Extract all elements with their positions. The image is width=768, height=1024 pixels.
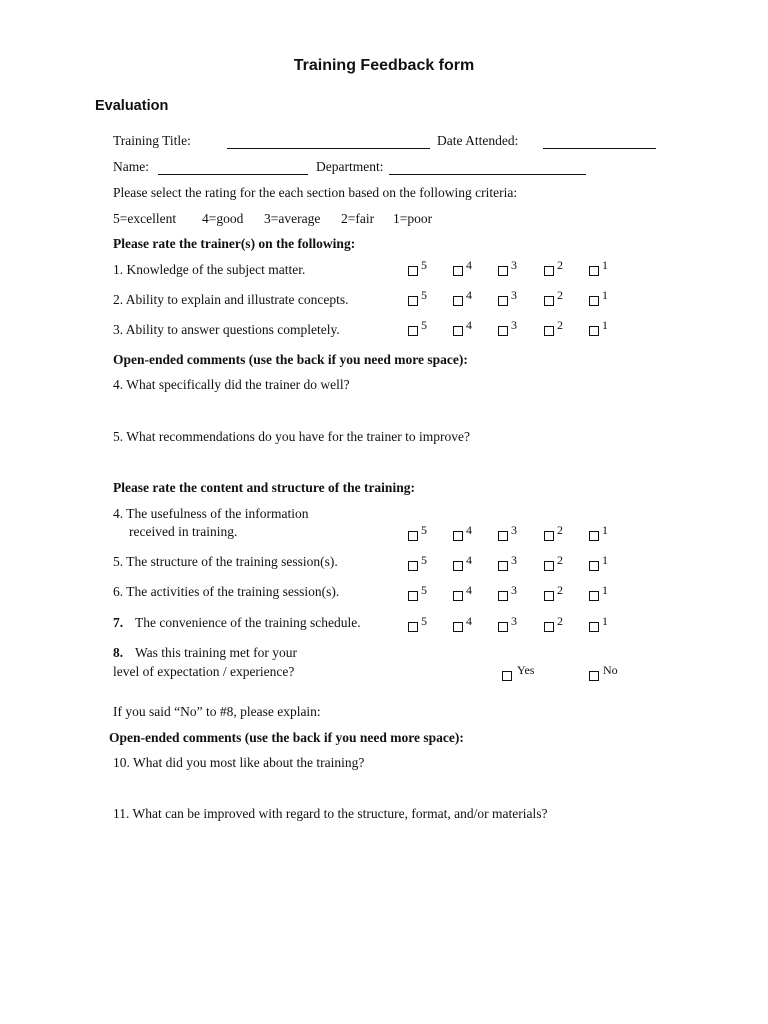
- trainer-2-label-3: 3: [511, 288, 517, 302]
- content-7-label-5: 5: [421, 614, 427, 628]
- content-4-label-3: 3: [511, 523, 517, 537]
- content-6-label-3: 3: [511, 583, 517, 597]
- trainer-1-checkbox-3[interactable]: [498, 266, 508, 276]
- content-item-6: 6. The activities of the training session(s).: [113, 584, 340, 599]
- scale-poor: 1=poor: [393, 211, 433, 226]
- content-5-label-2: 2: [557, 553, 563, 567]
- trainer-3-checkbox-2[interactable]: [544, 326, 554, 336]
- content-7-checkbox-1[interactable]: [589, 622, 599, 632]
- department-label: Department:: [316, 159, 384, 174]
- trainer-3-label-4: 4: [466, 318, 472, 332]
- trainer-item-3: 3. Ability to answer questions completely.: [113, 322, 340, 337]
- rating-instructions: Please select the rating for the each section based on the following criteria:: [113, 185, 518, 200]
- open-ended-heading-1: Open-ended comments (use the back if you need more space):: [113, 352, 468, 367]
- trainer-item-1: 1. Knowledge of the subject matter.: [113, 262, 306, 277]
- content-4-label-1: 1: [602, 523, 608, 537]
- trainer-section-heading: Please rate the trainer(s) on the following:: [113, 236, 356, 251]
- name-label: Name:: [113, 159, 149, 174]
- scale-excellent: 5=excellent: [113, 211, 177, 226]
- question-11: 11. What can be improved with regard to the structure, format, and/or materials?: [113, 806, 548, 821]
- content-6-checkbox-2[interactable]: [544, 591, 554, 601]
- trainer-1-checkbox-5[interactable]: [408, 266, 418, 276]
- scale-fair: 2=fair: [341, 211, 375, 226]
- content-7-label-2: 2: [557, 614, 563, 628]
- content-6-checkbox-1[interactable]: [589, 591, 599, 601]
- content-item-8-line1: Was this training met for your: [135, 645, 298, 660]
- content-6-checkbox-5[interactable]: [408, 591, 418, 601]
- trainer-3-checkbox-3[interactable]: [498, 326, 508, 336]
- trainer-3-label-1: 1: [602, 318, 608, 332]
- content-7-checkbox-2[interactable]: [544, 622, 554, 632]
- content-5-label-1: 1: [602, 553, 608, 567]
- trainer-1-label-3: 3: [511, 258, 517, 272]
- trainer-2-label-4: 4: [466, 288, 472, 302]
- name-field[interactable]: [158, 160, 308, 175]
- content-5-checkbox-1[interactable]: [589, 561, 599, 571]
- trainer-2-checkbox-2[interactable]: [544, 296, 554, 306]
- no-label: No: [603, 663, 618, 677]
- content-item-4-line2: received in training.: [129, 524, 238, 539]
- content-4-label-5: 5: [421, 523, 427, 537]
- content-7-label-1: 1: [602, 614, 608, 628]
- trainer-2-checkbox-5[interactable]: [408, 296, 418, 306]
- scale-good: 4=good: [202, 211, 244, 226]
- trainer-2-label-5: 5: [421, 288, 427, 302]
- open-ended-heading-2: Open-ended comments (use the back if you need more space):: [109, 730, 464, 745]
- training-title-field[interactable]: [227, 134, 430, 149]
- question-4: 4. What specifically did the trainer do well?: [113, 377, 350, 392]
- content-4-checkbox-4[interactable]: [453, 531, 463, 541]
- trainer-1-checkbox-1[interactable]: [589, 266, 599, 276]
- trainer-3-label-3: 3: [511, 318, 517, 332]
- trainer-1-label-2: 2: [557, 258, 563, 272]
- content-6-label-2: 2: [557, 583, 563, 597]
- yes-label: Yes: [517, 663, 535, 677]
- scale-average: 3=average: [264, 211, 321, 226]
- explain-prompt: If you said “No” to #8, please explain:: [113, 704, 321, 719]
- content-7-checkbox-4[interactable]: [453, 622, 463, 632]
- content-4-checkbox-3[interactable]: [498, 531, 508, 541]
- content-7-checkbox-5[interactable]: [408, 622, 418, 632]
- content-item-5: 5. The structure of the training session(s).: [113, 554, 338, 569]
- content-item-7-text: The convenience of the training schedule.: [135, 615, 361, 630]
- trainer-2-label-2: 2: [557, 288, 563, 302]
- content-5-checkbox-2[interactable]: [544, 561, 554, 571]
- trainer-2-checkbox-1[interactable]: [589, 296, 599, 306]
- content-item-8-number: 8.: [113, 645, 124, 660]
- trainer-1-checkbox-2[interactable]: [544, 266, 554, 276]
- no-checkbox[interactable]: [589, 671, 599, 681]
- section-heading-evaluation: Evaluation: [95, 98, 169, 114]
- content-section-heading: Please rate the content and structure of the training:: [113, 480, 415, 495]
- content-7-checkbox-3[interactable]: [498, 622, 508, 632]
- content-5-label-3: 3: [511, 553, 517, 567]
- trainer-3-checkbox-5[interactable]: [408, 326, 418, 336]
- trainer-3-checkbox-4[interactable]: [453, 326, 463, 336]
- content-4-label-2: 2: [557, 523, 563, 537]
- content-5-label-4: 4: [466, 553, 472, 567]
- trainer-3-label-2: 2: [557, 318, 563, 332]
- question-5: 5. What recommendations do you have for the trainer to improve?: [113, 429, 471, 444]
- training-title-label: Training Title:: [113, 133, 191, 148]
- trainer-3-label-5: 5: [421, 318, 427, 332]
- trainer-2-label-1: 1: [602, 288, 608, 302]
- trainer-item-2: 2. Ability to explain and illustrate concepts.: [113, 292, 349, 307]
- question-10: 10. What did you most like about the training?: [113, 755, 365, 770]
- trainer-1-label-4: 4: [466, 258, 472, 272]
- content-7-label-4: 4: [466, 614, 472, 628]
- content-7-label-3: 3: [511, 614, 517, 628]
- content-item-8-line2: level of expectation / experience?: [113, 664, 295, 679]
- date-attended-label: Date Attended:: [437, 133, 519, 148]
- trainer-2-checkbox-3[interactable]: [498, 296, 508, 306]
- trainer-1-label-1: 1: [602, 258, 608, 272]
- content-6-label-4: 4: [466, 583, 472, 597]
- content-4-checkbox-5[interactable]: [408, 531, 418, 541]
- content-6-label-5: 5: [421, 583, 427, 597]
- content-6-checkbox-3[interactable]: [498, 591, 508, 601]
- trainer-1-checkbox-4[interactable]: [453, 266, 463, 276]
- trainer-2-checkbox-4[interactable]: [453, 296, 463, 306]
- department-field[interactable]: [389, 160, 586, 175]
- content-4-checkbox-1[interactable]: [589, 531, 599, 541]
- content-5-checkbox-3[interactable]: [498, 561, 508, 571]
- content-4-checkbox-2[interactable]: [544, 531, 554, 541]
- content-6-checkbox-4[interactable]: [453, 591, 463, 601]
- trainer-1-label-5: 5: [421, 258, 427, 272]
- yes-checkbox[interactable]: [502, 671, 512, 681]
- content-5-checkbox-5[interactable]: [408, 561, 418, 571]
- content-item-4-line1: 4. The usefulness of the information: [113, 506, 309, 521]
- content-6-label-1: 1: [602, 583, 608, 597]
- content-item-7-number: 7.: [113, 615, 124, 630]
- date-attended-field[interactable]: [543, 134, 656, 149]
- content-5-checkbox-4[interactable]: [453, 561, 463, 571]
- trainer-3-checkbox-1[interactable]: [589, 326, 599, 336]
- form-title: Training Feedback form: [293, 57, 475, 74]
- content-5-label-5: 5: [421, 553, 427, 567]
- content-4-label-4: 4: [466, 523, 472, 537]
